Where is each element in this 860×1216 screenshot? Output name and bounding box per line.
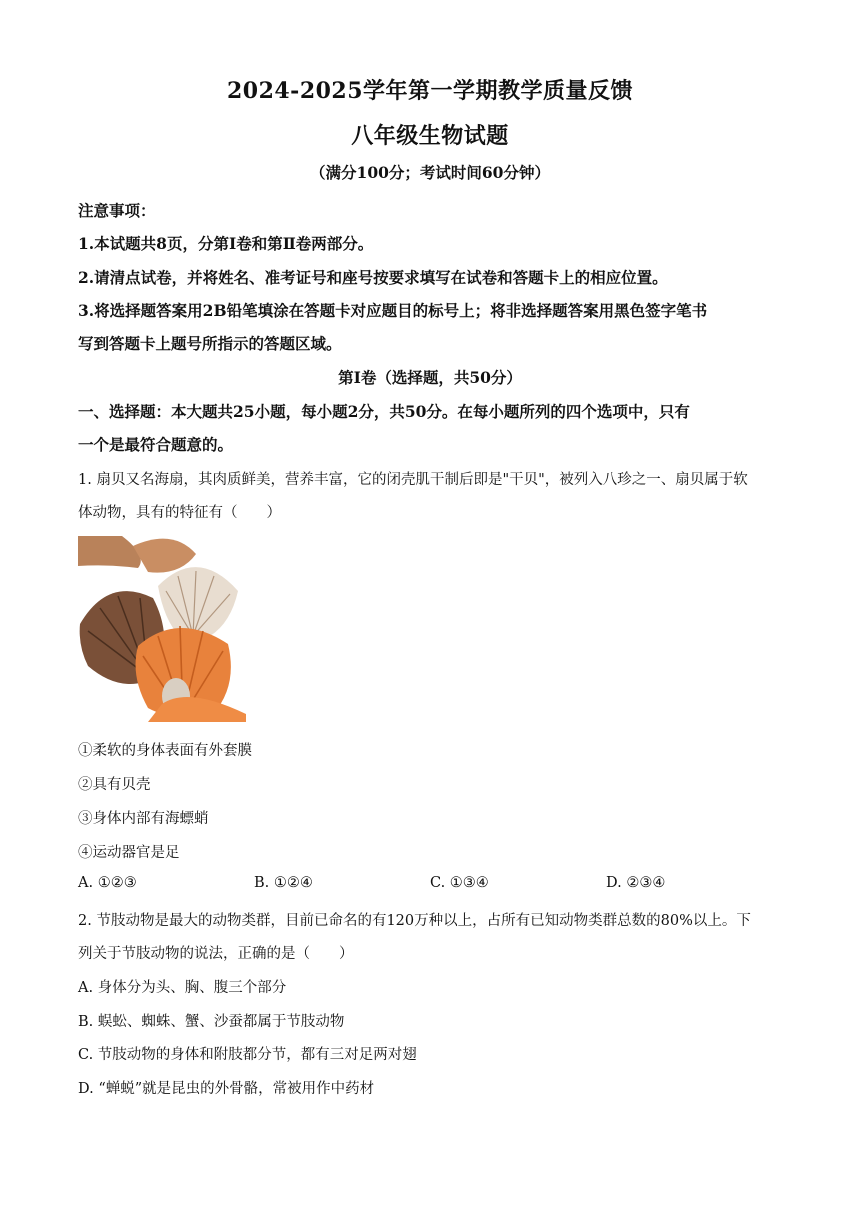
q2-option-d: D. “蝉蜕”就是昆虫的外骨骼，常被用作中药材	[78, 1081, 375, 1097]
q2-option-c: C. 节肢动物的身体和附肢都分节，都有三对足两对翅	[78, 1047, 417, 1063]
q1-stem-line2: 体动物，具有的特征有（ ）	[78, 505, 281, 521]
exam-title: 2024-2025学年第一学期教学质量反馈	[226, 78, 634, 104]
q2-option-a: A. 身体分为头、胸、腹三个部分	[78, 980, 287, 996]
notice-item-2: 2.请清点试卷，并将姓名、准考证号和座号按要求填写在试卷和答题卡上的相应位置。	[78, 268, 668, 287]
q2-stem-line2: 列关于节肢动物的说法，正确的是（ ）	[78, 946, 354, 962]
section-title: 第Ⅰ卷（选择题，共50分）	[338, 368, 522, 387]
q1-option-b: B. ①②④	[254, 875, 313, 891]
notice-item-3-line1: 3.将选择题答案用2B铅笔填涂在答题卡对应题目的标号上；将非选择题答案用黑色签字笔书	[78, 301, 708, 320]
section-instructions-line1: 一、选择题：本大题共25小题，每小题2分，共50分。在每小题所列的四个选项中，只有	[78, 402, 690, 421]
q1-statement-3: ③身体内部有海螵蛸	[78, 811, 209, 827]
section-instructions-line2: 一个是最符合题意的。	[78, 435, 234, 454]
q1-statement-2: ②具有贝壳	[78, 777, 151, 793]
q1-option-d: D. ②③④	[606, 875, 666, 891]
q1-option-a: A. ①②③	[78, 875, 137, 891]
q2-option-b: B. 蜈蚣、蜘蛛、蟹、沙蚕都属于节肢动物	[78, 1014, 345, 1030]
exam-subject-title: 八年级生物试题	[351, 123, 509, 149]
q2-stem-line1: 2. 节肢动物是最大的动物类群，目前已命名的有120万种以上，占所有已知动物类群总数的80%以上。下	[78, 913, 751, 929]
q1-stem-line1: 1. 扇贝又名海扇，其肉质鲜美，营养丰富，它的闭壳肌干制后即是"干贝"，被列入八珍之一、扇贝属于软	[78, 472, 748, 488]
notice-heading: 注意事项：	[78, 201, 156, 220]
q1-option-c: C. ①③④	[430, 875, 489, 891]
q1-statement-1: ①柔软的身体表面有外套膜	[78, 743, 252, 759]
scallop-shells-image	[78, 536, 246, 722]
q1-statement-4: ④运动器官是足	[78, 845, 180, 861]
notice-item-3-line2: 写到答题卡上题号所指示的答题区域。	[78, 334, 342, 353]
notice-item-1: 1.本试题共8页，分第Ⅰ卷和第Ⅱ卷两部分。	[78, 234, 374, 253]
exam-info: （满分100分；考试时间60分钟）	[310, 163, 550, 182]
